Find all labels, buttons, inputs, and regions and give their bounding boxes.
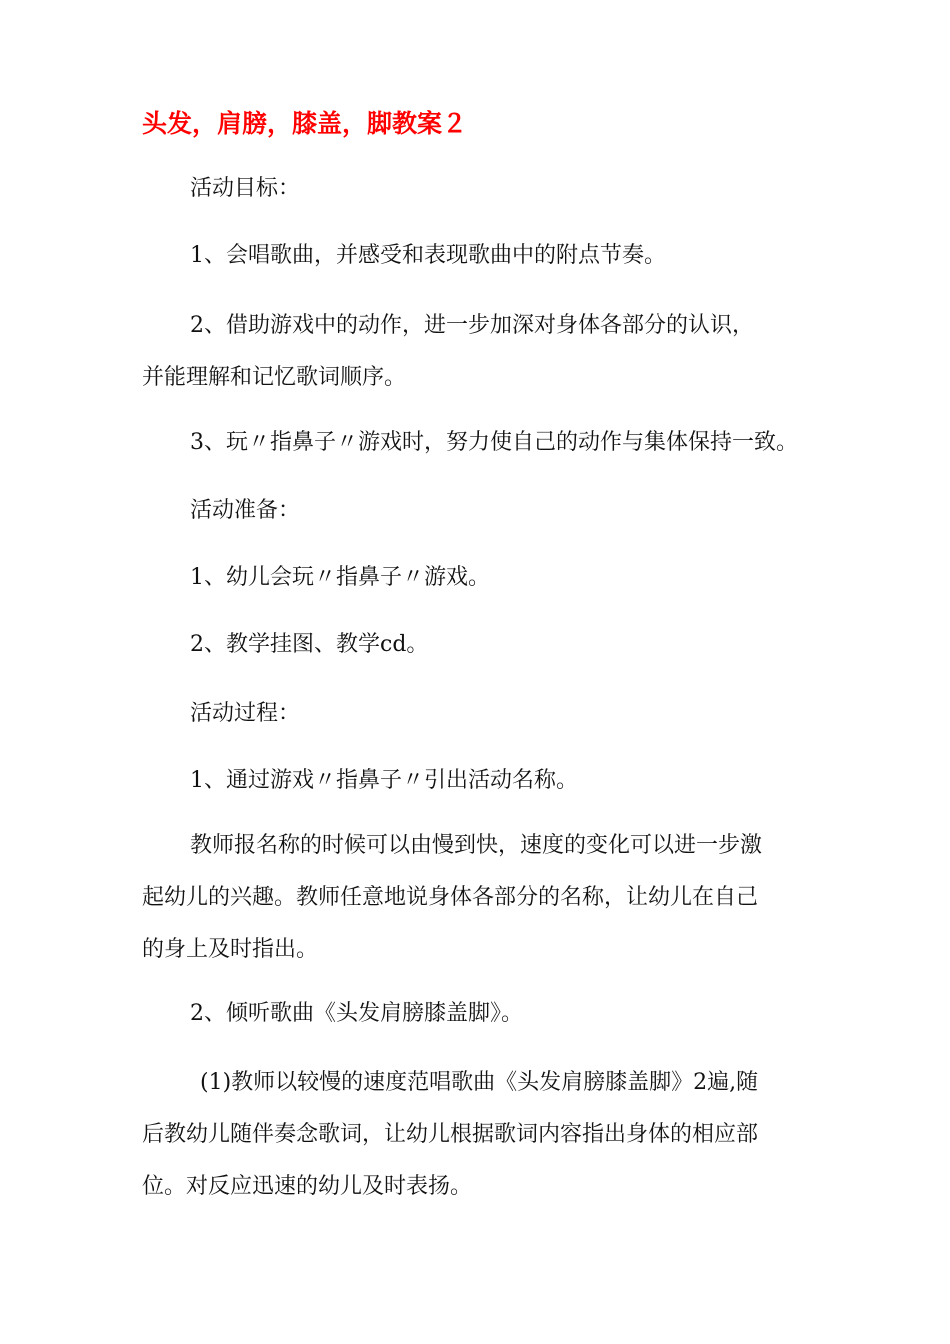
paragraph-line: (1)教师以较慢的速度范唱歌曲《头发肩膀膝盖脚》2遍,随: [200, 1070, 759, 1095]
paragraph-process-2: [190, 988, 523, 1040]
paragraph-line: 后教幼儿随伴奏念歌词，让幼儿根据歌词内容指出身体的相应部: [142, 1122, 759, 1147]
paragraph-line: 起幼儿的兴趣。教师任意地说身体各部分的名称，让幼儿在自己: [142, 885, 759, 910]
paragraph-line: 活动准备：: [190, 498, 301, 523]
paragraph-line: 教师报名称的时候可以由慢到快，速度的变化可以进一步激: [190, 833, 763, 858]
paragraph-line: 位。对反应迅速的幼儿及时表扬。: [142, 1174, 473, 1199]
paragraph-line: 活动过程：: [190, 701, 301, 726]
paragraph-line: 1、幼儿会玩〃指鼻子〃游戏。: [190, 565, 490, 590]
paragraph-goal-3: [190, 417, 798, 469]
paragraph-line: 3、玩〃指鼻子〃游戏时，努力使自己的动作与集体保持一致。: [190, 430, 798, 455]
paragraph-line: 1、会唱歌曲，并感受和表现歌曲中的附点节奏。: [190, 243, 666, 268]
paragraph-process-heading: [190, 688, 300, 740]
document-title: 头发，肩膀，膝盖，脚教案２: [142, 109, 468, 138]
paragraph-prep-2: [190, 619, 428, 671]
paragraph-goal-1: [190, 230, 666, 282]
paragraph-line: 1、通过游戏〃指鼻子〃引出活动名称。: [190, 768, 578, 793]
paragraph-line: 活动目标：: [190, 176, 301, 201]
paragraph-line: 的身上及时指出。: [142, 937, 319, 962]
paragraph-line: 2、倾听歌曲《头发肩膀膝盖脚》。: [190, 1001, 523, 1026]
paragraph-process-1-detail: [142, 820, 762, 976]
paragraph-process-1: [190, 755, 578, 807]
paragraph-goals-heading: [190, 163, 300, 215]
paragraph-line: 并能理解和记忆歌词顺序。: [142, 365, 407, 390]
paragraph-line: 2、教学挂图、教学cd。: [190, 632, 429, 657]
paragraph-goal-2: [142, 300, 754, 404]
paragraph-process-2-detail: [142, 1057, 758, 1213]
paragraph-prep-heading: [190, 485, 300, 537]
paragraph-line: 2、借助游戏中的动作，进一步加深对身体各部分的认识，: [190, 313, 754, 338]
paragraph-prep-1: [190, 552, 490, 604]
